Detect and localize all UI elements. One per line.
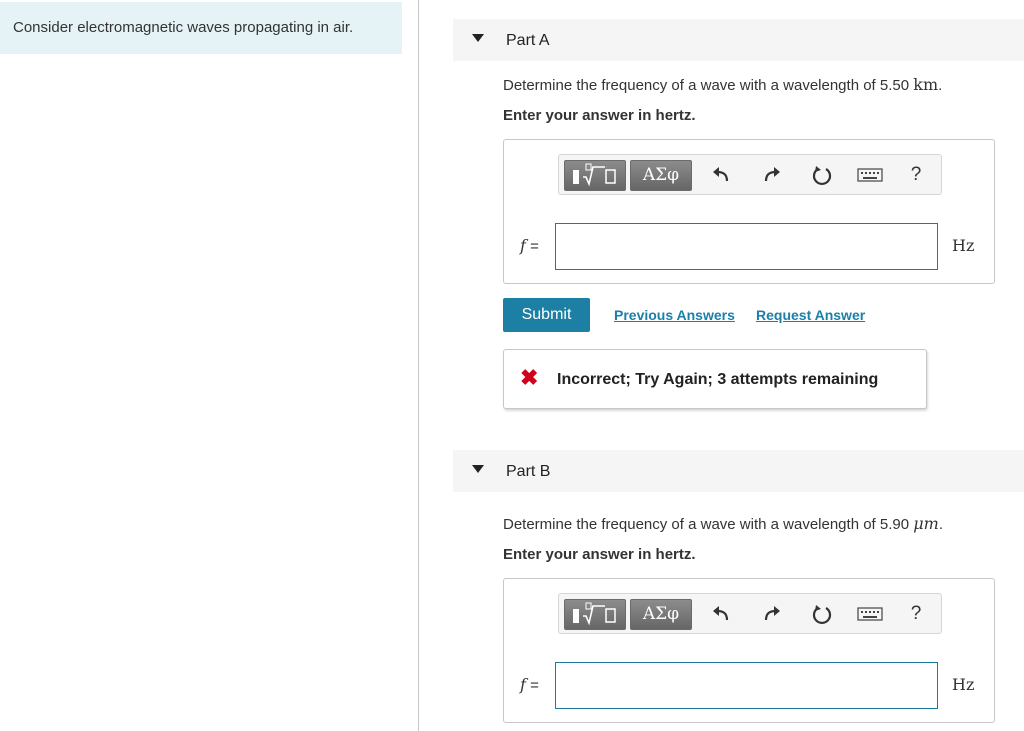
request-answer-link[interactable]: Request Answer bbox=[756, 307, 866, 323]
equals-sign: = bbox=[530, 677, 539, 694]
question-text: Determine the frequency of a wave with a wavelength of 5.90 bbox=[503, 516, 914, 533]
keyboard-icon[interactable] bbox=[856, 163, 884, 187]
templates-icon bbox=[565, 161, 625, 190]
question-unit: km bbox=[913, 75, 939, 94]
part-b-instruction: Enter your answer in hertz. bbox=[503, 546, 696, 563]
collapse-triangle-icon[interactable] bbox=[472, 34, 484, 42]
greek-symbols-button[interactable]: ΑΣφ bbox=[630, 599, 692, 630]
greek-symbols-button[interactable]: ΑΣφ bbox=[630, 160, 692, 191]
variable-name: f bbox=[520, 236, 526, 255]
help-button[interactable]: ? bbox=[910, 164, 922, 185]
context-text: Consider electromagnetic waves propagating in air. bbox=[0, 2, 402, 54]
part-b-answer-box bbox=[503, 578, 995, 723]
math-toolbar bbox=[558, 154, 942, 195]
reset-icon[interactable] bbox=[810, 602, 834, 626]
answer-input[interactable] bbox=[555, 662, 938, 709]
variable-label bbox=[520, 236, 539, 255]
redo-icon[interactable] bbox=[760, 163, 784, 187]
part-b-question bbox=[503, 514, 943, 533]
answer-input[interactable] bbox=[555, 223, 938, 270]
question-unit: μm bbox=[913, 514, 939, 533]
templates-button[interactable] bbox=[564, 599, 626, 630]
math-toolbar bbox=[558, 593, 942, 634]
part-a-question bbox=[503, 75, 942, 94]
collapse-triangle-icon[interactable] bbox=[472, 465, 484, 473]
incorrect-icon: ✖ bbox=[520, 365, 539, 390]
part-a-header[interactable] bbox=[453, 19, 1024, 61]
variable-label bbox=[520, 675, 539, 694]
feedback-message: Incorrect; Try Again; 3 attempts remaining bbox=[557, 371, 879, 388]
equals-sign: = bbox=[530, 238, 539, 255]
unit-label: Hz bbox=[952, 675, 975, 694]
reset-icon[interactable] bbox=[810, 163, 834, 187]
question-period: . bbox=[938, 516, 943, 533]
keyboard-icon[interactable] bbox=[856, 602, 884, 626]
redo-icon[interactable] bbox=[760, 602, 784, 626]
help-button[interactable]: ? bbox=[910, 603, 922, 624]
context-panel bbox=[0, 0, 402, 731]
part-b-header[interactable] bbox=[453, 450, 1024, 492]
feedback-box bbox=[503, 349, 927, 409]
templates-icon bbox=[565, 600, 625, 629]
submit-button[interactable]: Submit bbox=[503, 298, 590, 332]
part-a-answer-box bbox=[503, 139, 995, 284]
part-a-instruction: Enter your answer in hertz. bbox=[503, 107, 696, 124]
part-b-title: Part B bbox=[506, 463, 551, 480]
variable-name: f bbox=[520, 675, 526, 694]
undo-icon[interactable] bbox=[709, 163, 733, 187]
templates-button[interactable] bbox=[564, 160, 626, 191]
question-period: . bbox=[938, 77, 943, 94]
panel-divider bbox=[418, 0, 419, 731]
part-a-title: Part A bbox=[506, 32, 550, 49]
question-text: Determine the frequency of a wave with a wavelength of 5.50 bbox=[503, 77, 914, 94]
previous-answers-link[interactable]: Previous Answers bbox=[614, 307, 735, 323]
undo-icon[interactable] bbox=[709, 602, 733, 626]
unit-label: Hz bbox=[952, 236, 975, 255]
